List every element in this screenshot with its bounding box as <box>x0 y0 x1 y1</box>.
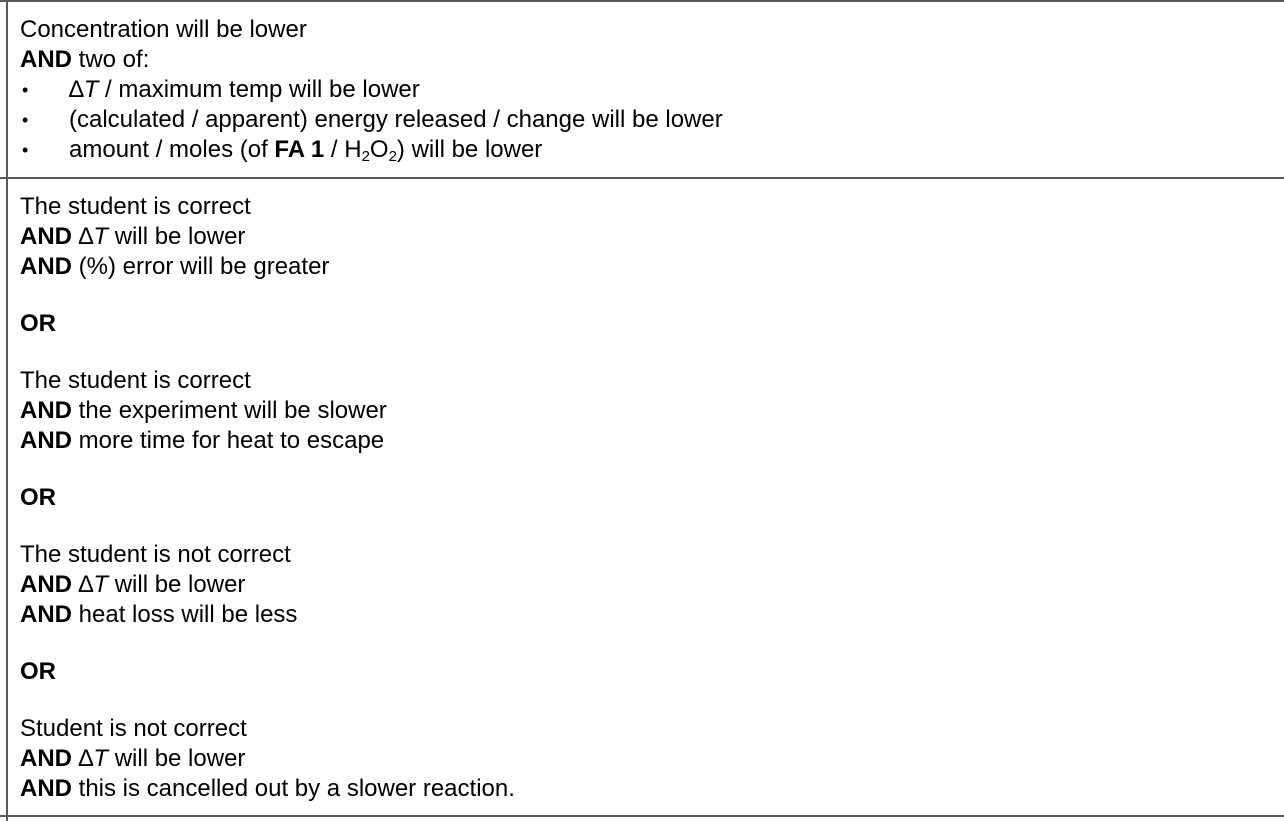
answer-line: Concentration will be lower <box>20 16 307 43</box>
answer-text: the experiment will be slower <box>72 397 387 424</box>
or-keyword: OR <box>20 484 56 511</box>
answer-text: will be lower <box>108 745 246 772</box>
reagent-label: FA 1 <box>274 136 325 163</box>
answer-text: heat loss will be less <box>72 601 298 628</box>
bullet-item <box>20 75 1264 105</box>
answer-cell-1 <box>20 15 1264 165</box>
and-keyword: AND <box>20 601 72 628</box>
or-separator <box>20 483 1264 513</box>
answer-text: will be lower <box>108 223 246 250</box>
and-keyword: AND <box>20 253 72 280</box>
answer-line <box>20 252 1264 282</box>
delta-symbol: ∆ <box>72 571 94 598</box>
table-left-border <box>6 0 8 821</box>
answer-line <box>20 600 1264 630</box>
answer-line <box>20 222 1264 252</box>
and-keyword: AND <box>20 745 72 772</box>
temperature-variable: T <box>93 571 109 598</box>
answer-line: The student is correct <box>20 193 251 220</box>
delta-symbol: ∆ <box>72 745 94 772</box>
bullet-text <box>69 135 542 165</box>
answer-text: more time for heat to escape <box>72 427 385 454</box>
and-keyword: AND <box>20 427 72 454</box>
table-bottom-border <box>0 815 1284 817</box>
and-keyword: AND <box>20 775 72 802</box>
temperature-variable: T <box>83 76 99 103</box>
and-keyword: AND <box>20 397 72 424</box>
answer-line <box>20 426 1264 456</box>
temperature-variable: T <box>93 745 109 772</box>
answer-line: Student is not correct <box>20 715 247 742</box>
bullet-text <box>69 75 420 105</box>
delta-symbol: ∆ <box>69 76 84 103</box>
answer-text: O <box>369 136 389 163</box>
answer-line <box>20 396 1264 426</box>
table-top-border <box>0 0 1284 2</box>
and-keyword: AND <box>20 223 72 250</box>
answer-line <box>20 774 1264 804</box>
or-keyword: OR <box>20 658 56 685</box>
or-separator <box>20 309 1264 339</box>
answer-text: will be lower <box>108 571 246 598</box>
bullet-item <box>20 135 1264 165</box>
bullet-icon: • <box>22 140 29 160</box>
answer-text: ) will be lower <box>396 136 543 163</box>
answer-line <box>20 570 1264 600</box>
answer-line <box>20 744 1264 774</box>
answer-text: this is cancelled out by a slower reaction. <box>72 775 515 802</box>
or-separator <box>20 657 1264 687</box>
answer-line <box>20 45 1264 75</box>
subscript: 2 <box>388 148 397 165</box>
answer-line: The student is not correct <box>20 541 291 568</box>
answer-text: two of: <box>72 46 150 73</box>
answer-cell-2 <box>20 192 1264 804</box>
bullet-icon: • <box>22 110 29 130</box>
temperature-variable: T <box>93 223 109 250</box>
and-keyword: AND <box>20 571 72 598</box>
bullet-item <box>20 105 1264 135</box>
subscript: 2 <box>361 148 370 165</box>
answer-text: / H <box>324 136 362 163</box>
or-keyword: OR <box>20 310 56 337</box>
answer-text: amount / moles (of <box>69 136 275 163</box>
bullet-text: (calculated / apparent) energy released / change will be lower <box>69 106 723 133</box>
row-divider <box>0 177 1284 179</box>
and-keyword: AND <box>20 46 72 73</box>
answer-text: (%) error will be greater <box>72 253 330 280</box>
answer-text: / maximum temp will be lower <box>98 76 420 103</box>
delta-symbol: ∆ <box>72 223 94 250</box>
bullet-icon: • <box>22 80 29 100</box>
answer-line: The student is correct <box>20 367 251 394</box>
